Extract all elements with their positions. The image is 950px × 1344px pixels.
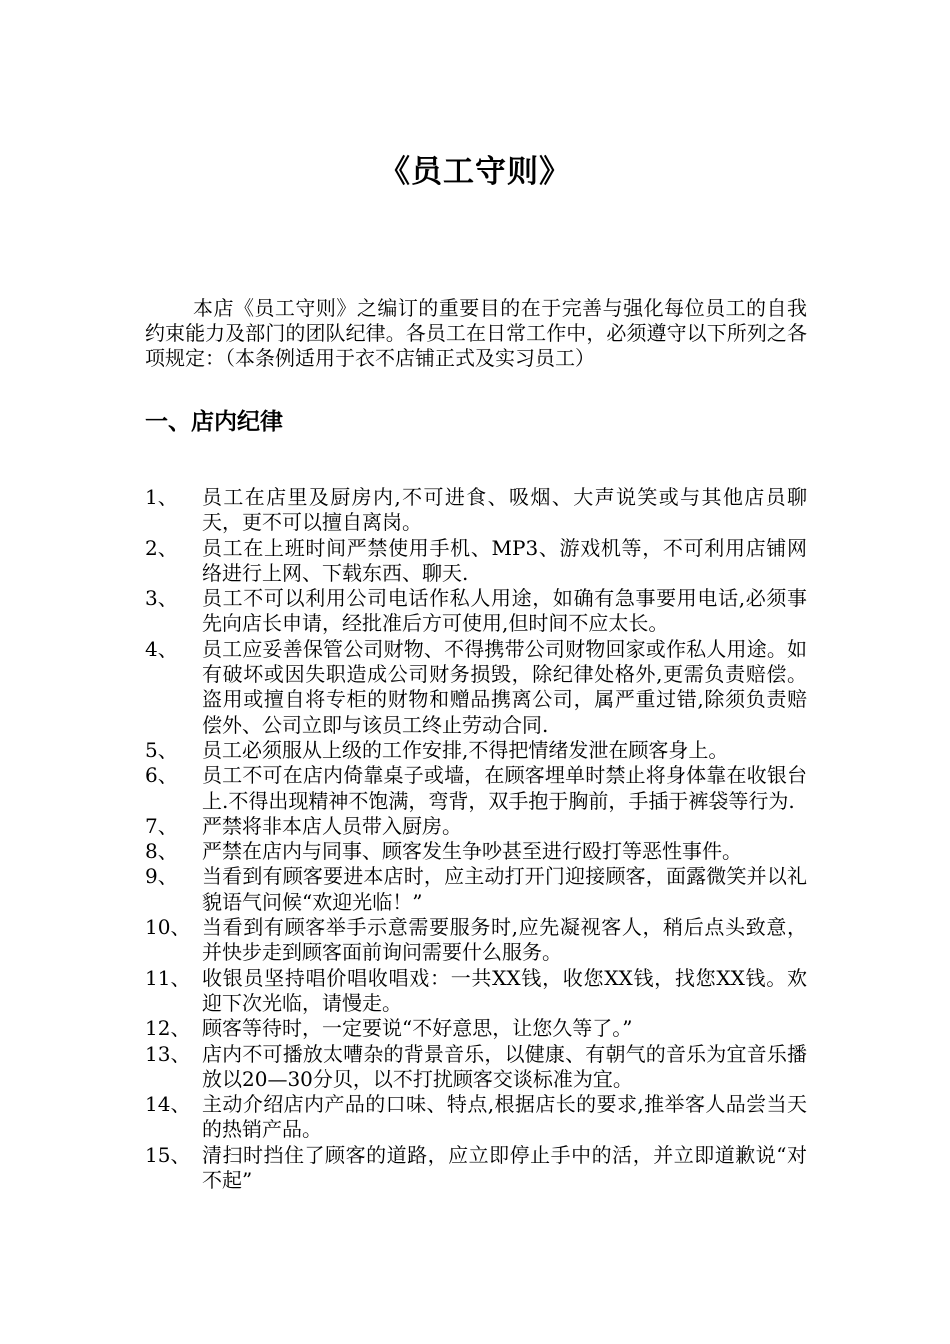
rule-item xyxy=(145,1042,807,1093)
rule-number: 8、 xyxy=(145,839,178,864)
rule-text: 顾客等待时，一定要说“不好意思，让您久等了。” xyxy=(202,1016,633,1041)
rule-text: 主动介绍店内产品的口味、特点,根据店长的要求,推举客人品尝当天的热销产品。 xyxy=(202,1092,807,1142)
rule-item xyxy=(145,864,807,915)
rule-item xyxy=(145,586,807,637)
rule-number: 13、 xyxy=(145,1041,191,1066)
rule-text: 员工在店里及厨房内,不可进食、吸烟、大声说笑或与其他店员聊天，更不可以擅自离岗。 xyxy=(202,485,807,535)
rule-item xyxy=(145,1143,807,1194)
section-heading: 一、店内纪律 xyxy=(145,409,283,435)
rule-text: 清扫时挡住了顾客的道路，应立即停止手中的活，并立即道歉说“对不起” xyxy=(202,1142,807,1193)
rule-text: 严禁将非本店人员带入厨房。 xyxy=(202,813,462,838)
rule-number: 1、 xyxy=(145,485,178,509)
rule-number: 9、 xyxy=(145,864,178,889)
rule-text: 严禁在店内与同事、顾客发生争吵甚至进行殴打等恶性事件。 xyxy=(202,839,742,864)
rule-item xyxy=(145,839,807,864)
rule-item xyxy=(145,763,807,814)
rule-item xyxy=(145,637,807,738)
rule-number: 14、 xyxy=(145,1092,191,1117)
rule-number: 10、 xyxy=(145,915,191,940)
rule-text: 员工应妥善保管公司财物、不得携带公司财物回家或作私人用途。如有破坏或因失职造成公司财务损毁，除纪律处格外,更需负责赔偿。盗用或擅自将专柜的财物和赠品携离公司，属严重过错,除须负责赔偿外、公司立即与该员工终止劳动合同. xyxy=(202,636,807,737)
rule-text: 员工必须服从上级的工作安排,不得把情绪发泄在顾客身上。 xyxy=(202,737,729,762)
rule-text: 当看到有顾客举手示意需要服务时,应先凝视客人，稍后点头致意，并快步走到顾客面前询问需要什么服务。 xyxy=(202,915,807,965)
rule-text: 员工不可以利用公司电话作私人用途，如确有急事要用电话,必须事先向店长申请，经批准后方可使用,但时间不应太长。 xyxy=(202,586,807,636)
rule-item xyxy=(145,738,807,763)
rule-item xyxy=(145,814,807,839)
rule-number: 3、 xyxy=(145,586,178,611)
rule-item xyxy=(145,1092,807,1143)
rule-item xyxy=(145,485,807,536)
rule-number: 12、 xyxy=(145,1016,191,1041)
rules-list xyxy=(145,485,807,1193)
rule-number: 15、 xyxy=(145,1142,191,1167)
rule-number: 5、 xyxy=(145,737,178,762)
rule-item xyxy=(145,966,807,1017)
rule-number: 2、 xyxy=(145,535,178,560)
rule-number: 6、 xyxy=(145,763,178,788)
rule-text: 员工在上班时间严禁使用手机、MP3、游戏机等，不可利用店铺网络进行上网、下载东西、聊天. xyxy=(202,535,807,585)
rule-text: 收银员坚持唱价唱收唱戏：一共XX钱，收您XX钱，找您XX钱。欢迎下次光临，请慢走。 xyxy=(202,965,807,1015)
intro-paragraph: 本店《员工守则》之编订的重要目的在于完善与强化每位员工的自我约束能力及部门的团队纪律。各员工在日常工作中，必须遵守以下所列之各项规定：（本条例适用于衣不店铺正式及实习员工） xyxy=(145,296,807,370)
rule-text: 当看到有顾客要进本店时，应主动打开门迎接顾客，面露微笑并以礼貌语气问候“欢迎光临！” xyxy=(202,864,807,914)
rule-number: 7、 xyxy=(145,813,178,838)
rule-number: 4、 xyxy=(145,636,178,661)
rule-item xyxy=(145,536,807,587)
rule-text: 员工不可在店内倚靠桌子或墙，在顾客埋单时禁止将身体靠在收银台上.不得出现精神不饱满，弯背，双手抱于胸前，手插于裤袋等行为. xyxy=(202,763,807,813)
document-title: 《员工守则》 xyxy=(379,154,571,190)
rule-number: 11、 xyxy=(145,965,191,990)
rule-item xyxy=(145,1016,807,1041)
rule-text: 店内不可播放太嘈杂的背景音乐，以健康、有朝气的音乐为宜音乐播放以20—30分贝，以不打扰顾客交谈标准为宜。 xyxy=(202,1041,807,1091)
rule-item xyxy=(145,915,807,966)
